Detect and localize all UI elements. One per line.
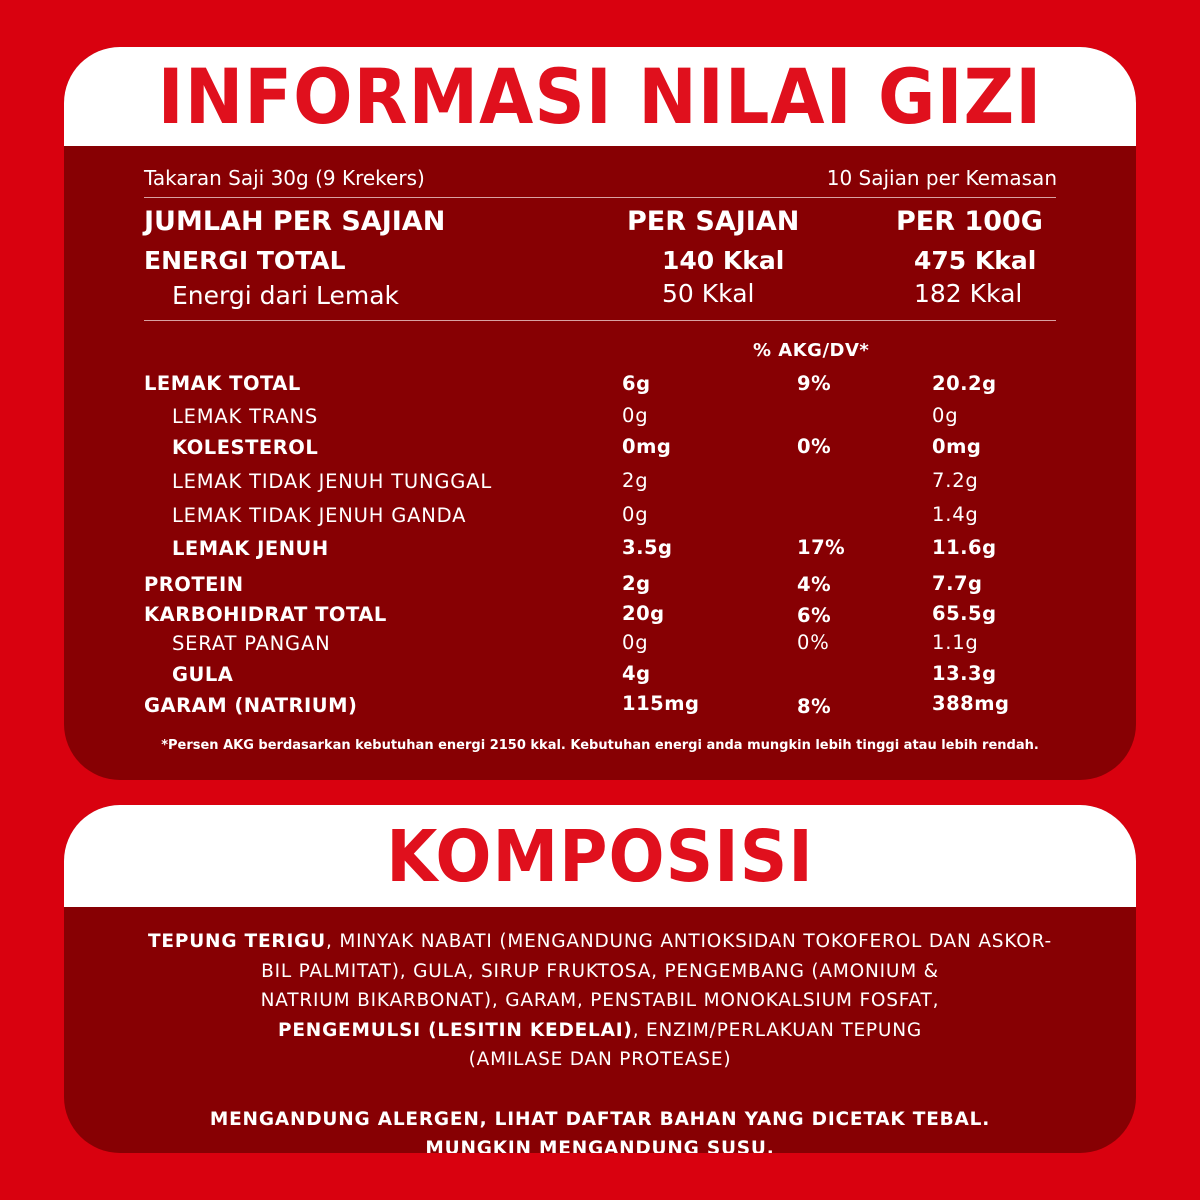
ingredients-line: NATRIUM BIKARBONAT), GARAM, PENSTABIL MONOKALSIUM FOSFAT, xyxy=(260,990,940,1011)
composition-panel xyxy=(64,805,1136,1153)
nutrient-label: LEMAK TIDAK JENUH TUNGGAL xyxy=(172,470,492,493)
energy-fat-label: Energi dari Lemak xyxy=(172,281,400,310)
nutrient-label: SERAT PANGAN xyxy=(172,632,331,655)
divider xyxy=(144,320,1056,321)
amount-per-serving-header: JUMLAH PER SAJIAN xyxy=(144,206,446,237)
energy-total-per-serving: 140 Kkal xyxy=(662,246,785,275)
nutrient-amount: 2g xyxy=(622,469,649,492)
nutrition-title: INFORMASI NILAI GIZI xyxy=(157,52,1043,141)
nutrient-akg: 8% xyxy=(797,695,832,718)
akg-header: % AKG/DV* xyxy=(753,340,870,361)
nutrient-akg: 0% xyxy=(797,435,832,458)
nutrition-facts-panel xyxy=(64,47,1136,780)
nutrient-amount: 115mg xyxy=(622,692,700,715)
nutrient-per100: 11.6g xyxy=(932,536,997,559)
nutrient-label: PROTEIN xyxy=(144,573,244,596)
energy-fat-per-100g: 182 Kkal xyxy=(914,279,1023,308)
nutrient-label: GULA xyxy=(172,663,234,686)
nutrient-amount: 3.5g xyxy=(622,536,673,559)
ingredients-line: (AMILASE DAN PROTEASE) xyxy=(468,1049,732,1070)
nutrient-per100: 7.7g xyxy=(932,572,983,595)
nutrient-per100: 388mg xyxy=(932,692,1010,715)
nutrient-per100: 1.1g xyxy=(932,631,979,654)
ingredients-line xyxy=(64,927,1136,957)
nutrient-amount: 20g xyxy=(622,602,665,625)
nutrient-per100: 0mg xyxy=(932,435,982,458)
nutrient-label: LEMAK TOTAL xyxy=(144,372,301,395)
nutrient-amount: 6g xyxy=(622,372,651,395)
nutrient-per100: 65.5g xyxy=(932,602,997,625)
nutrient-amount: 4g xyxy=(622,662,651,685)
nutrient-label: GARAM (NATRIUM) xyxy=(144,694,358,717)
nutrition-title-bar xyxy=(64,47,1136,146)
allergen-line: MENGANDUNG ALERGEN, LIHAT DAFTAR BAHAN YANG DICETAK TEBAL. xyxy=(209,1108,991,1130)
servings-per-pack: 10 Sajian per Kemasan xyxy=(826,166,1057,190)
composition-title: KOMPOSISI xyxy=(386,814,814,898)
divider xyxy=(144,197,1056,198)
per-100g-header: PER 100G xyxy=(896,206,1043,237)
energy-fat-per-serving: 50 Kkal xyxy=(662,279,755,308)
nutrient-akg: 6% xyxy=(797,604,832,627)
energy-total-per-100g: 475 Kkal xyxy=(914,246,1037,275)
ingredient-bold: PENGEMULSI (LESITIN KEDELAI) xyxy=(277,1019,633,1041)
ingredients-text xyxy=(64,927,1136,1153)
nutrient-label: LEMAK TRANS xyxy=(172,405,319,428)
nutrient-akg: 0% xyxy=(797,631,830,654)
nutrient-label: KOLESTEROL xyxy=(172,436,319,459)
akg-footnote: *Persen AKG berdasarkan kebutuhan energi 2150 kkal. Kebutuhan energi anda mungkin lebih tinggi atau lebih rendah. xyxy=(161,738,1039,753)
nutrient-akg: 17% xyxy=(797,536,846,559)
nutrient-amount: 2g xyxy=(622,572,651,595)
allergen-line: MUNGKIN MENGANDUNG SUSU. xyxy=(425,1138,775,1153)
ingredients-line xyxy=(64,1016,1136,1046)
nutrient-label: LEMAK TIDAK JENUH GANDA xyxy=(172,504,467,527)
nutrient-amount: 0g xyxy=(622,404,649,427)
nutrient-per100: 20.2g xyxy=(932,372,997,395)
nutrient-label: LEMAK JENUH xyxy=(172,537,329,560)
ingredient-text: , ENZIM/PERLAKUAN TEPUNG xyxy=(632,1019,922,1041)
ingredients-line: BIL PALMITAT), GULA, SIRUP FRUKTOSA, PENGEMBANG (AMONIUM & xyxy=(261,960,939,982)
nutrient-akg: 9% xyxy=(797,372,832,395)
nutrient-per100: 0g xyxy=(932,404,959,427)
per-serving-header: PER SAJIAN xyxy=(627,206,800,237)
nutrient-amount: 0g xyxy=(622,631,649,654)
allergen-warning xyxy=(64,1105,1136,1154)
nutrient-amount: 0g xyxy=(622,503,649,526)
energy-total-label: ENERGI TOTAL xyxy=(144,246,346,275)
nutrient-per100: 13.3g xyxy=(932,662,997,685)
nutrient-per100: 7.2g xyxy=(932,469,979,492)
nutrient-akg: 4% xyxy=(797,573,832,596)
composition-title-bar xyxy=(64,805,1136,907)
nutrient-amount: 0mg xyxy=(622,435,672,458)
nutrient-label: KARBOHIDRAT TOTAL xyxy=(144,603,387,626)
serving-size: Takaran Saji 30g (9 Krekers) xyxy=(144,166,425,190)
ingredient-text: , MINYAK NABATI (MENGANDUNG ANTIOKSIDAN TOKOFEROL DAN ASKOR- xyxy=(325,931,1052,952)
nutrient-per100: 1.4g xyxy=(932,503,979,526)
ingredient-bold: TEPUNG TERIGU xyxy=(148,931,326,952)
